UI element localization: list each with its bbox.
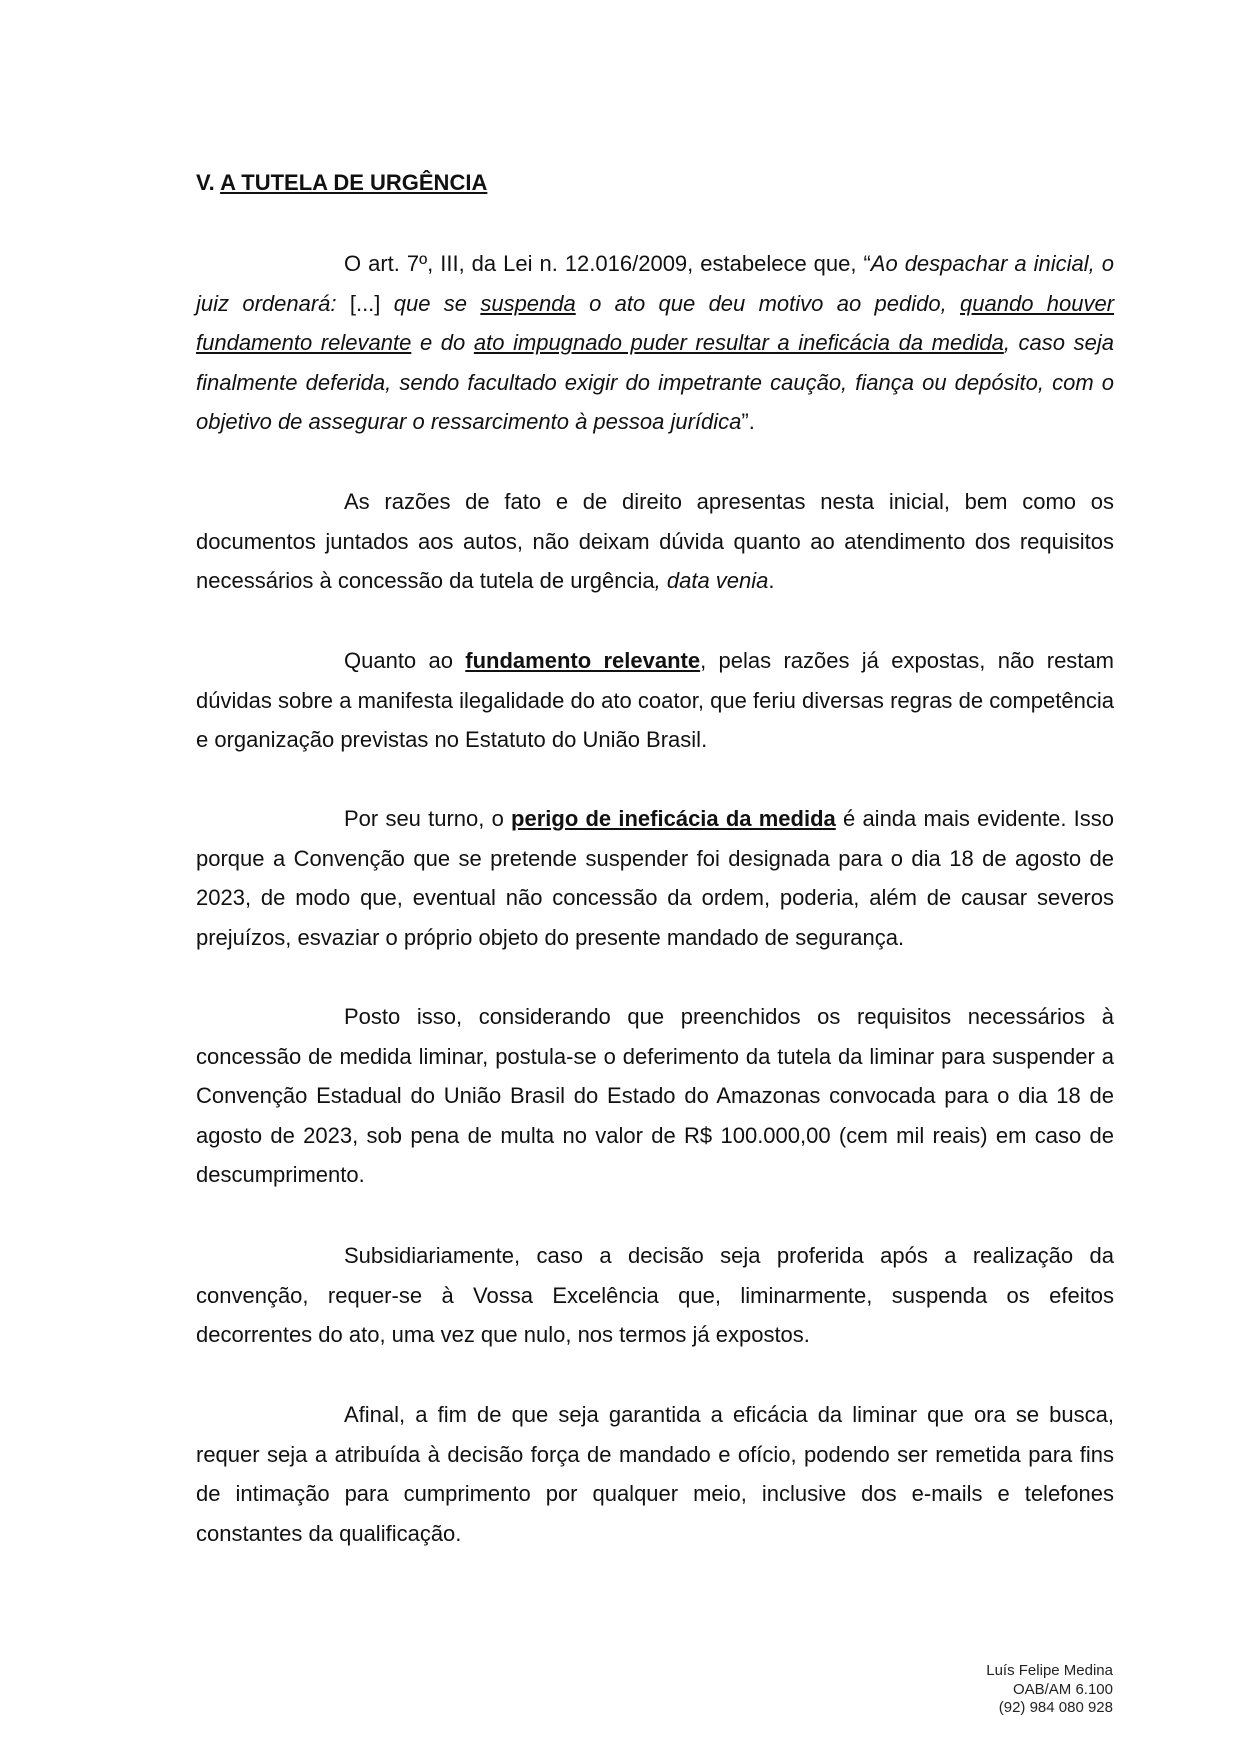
text-span: é ainda mais evidente. Isso porque a Convenção que se pretende suspender foi designada para o dia 18 de agosto de 2023, de modo que, eventual não concessão da ordem, poderia, além de causar severos prejuízos, esvaziar o próprio objeto do presente mandado de segurança.	[196, 806, 1114, 950]
text-span: que se	[380, 290, 481, 316]
text-span: , pelas razões já expostas, não restam dúvidas sobre a manifesta ilegalidade do ato coator, que feriu diversas regras de competência e organização previstas no Estatuto do União Brasil.	[196, 648, 1114, 753]
text-span: Ao despachar a inicial, o juiz ordenará:	[196, 251, 1114, 316]
signature-footer	[986, 1662, 1113, 1718]
text-span: Quanto ao	[344, 648, 466, 673]
section-number: V.	[196, 170, 215, 195]
lawyer-name: Luís Felipe Medina	[986, 1662, 1113, 1679]
paragraph-lei-12016	[196, 244, 1114, 442]
text-span: e do	[411, 330, 474, 356]
paragraph-afinal: Afinal, a fim de que seja garantida a eficácia da liminar que ora se busca, requer seja a atribuída à decisão força de mandado e ofício, podendo ser remetida para fins de intimação para cumprimento por qualquer meio, inclusive dos e-mails e telefones constantes da qualificação.	[196, 1402, 1114, 1546]
paragraph-razoes	[196, 482, 1114, 601]
paragraph-posto-isso: Posto isso, considerando que preenchidos os requisitos necessários à concessão de medida liminar, postula-se o deferimento da tutela da liminar para suspender a Convenção Estadual do União Brasil do Estado do Amazonas convocada para o dia 18 de agosto de 2023, sob pena de multa no valor de R$ 100.000,00 (cem mil reais) em caso de descumprimento.	[196, 1004, 1114, 1188]
bold-underlined-text: perigo de ineficácia da medida	[511, 806, 836, 831]
paragraph-fundamento-relevante	[196, 641, 1114, 760]
text-span: O art. 7º, III, da Lei n. 12.016/2009, estabelece que, “	[344, 251, 871, 276]
underlined-text: ato impugnado puder resultar a ineficácia da medida	[473, 330, 1004, 356]
paragraph-subsidiariamente: Subsidiariamente, caso a decisão seja proferida após a realização da convenção, requer-se à Vossa Excelência que, liminarmente, suspenda os efeitos decorrentes do ato, uma vez que nulo, nos termos já expostos.	[196, 1243, 1114, 1348]
phone-number: (92) 984 080 928	[998, 1699, 1113, 1716]
text-span: .	[768, 568, 775, 594]
underlined-text: suspenda	[480, 290, 576, 316]
text-span: , caso seja finalmente deferida, sendo facultado exigir do impetrante caução, fiança ou depósito, com o objetivo de assegurar o ressarcimento à pessoa jurídica	[196, 330, 1114, 435]
underlined-text: quando houver fundamento relevante	[196, 290, 1115, 356]
italic-text: , data venia	[654, 568, 769, 594]
text-span: [...]	[349, 290, 381, 316]
paragraph-perigo-ineficacia	[196, 799, 1114, 957]
oab-number: OAB/AM 6.100	[1012, 1680, 1113, 1698]
text-span: ”.	[741, 409, 755, 435]
text-span: As razões de fato e de direito apresentas nesta inicial, bem como os documentos juntados aos autos, não deixam dúvida quanto ao atendimento dos requisitos necessários à concessão da tutela de urgência	[196, 489, 1114, 594]
text-span: Por seu turno, o	[344, 806, 512, 831]
section-title: A TUTELA DE URGÊNCIA	[220, 170, 488, 195]
text-span: o ato que deu motivo ao pedido,	[575, 290, 961, 316]
bold-underlined-text: fundamento relevante	[465, 648, 701, 673]
section-heading	[196, 170, 487, 196]
